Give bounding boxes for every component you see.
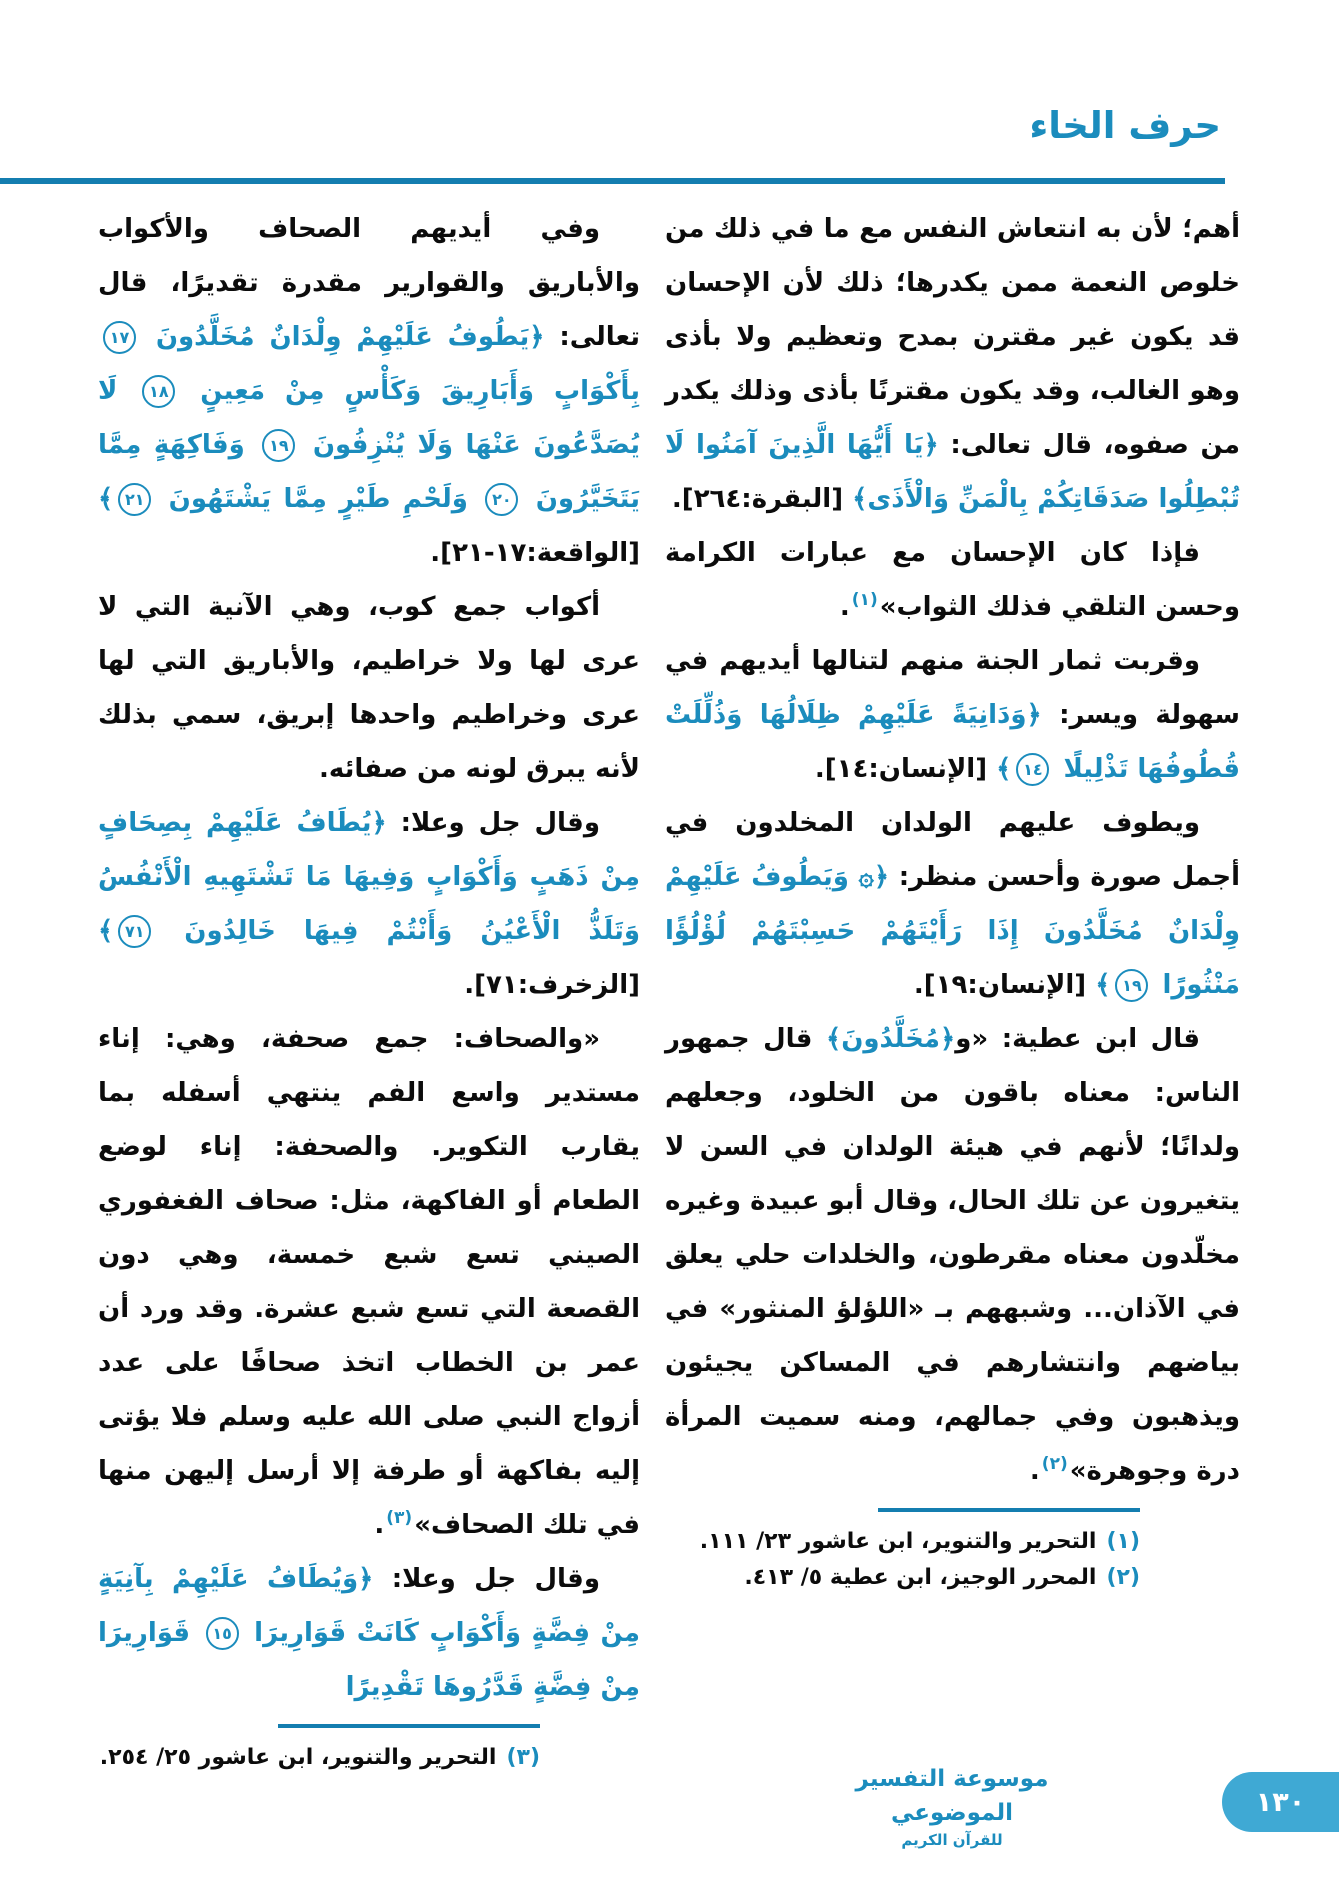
quran-text: ﴿وَدَانِيَةً عَلَيْهِمْ ظِلَالُهَا وَذُلِّلَتْ قُطُوفُهَا تَذْلِيلًا <box>665 700 1240 784</box>
quran-text: ﴿۞ وَيَطُوفُ عَلَيْهِمْ وِلْدَانٌ مُخَلَّدُونَ إِذَا رَأَيْتَهُمْ حَسِبْتَهُمْ لُؤْلُؤًا مَنْثُورًا <box>665 862 1240 1000</box>
ayah-number: ١٧ <box>103 321 136 354</box>
footnote-number: (١) <box>1106 1529 1140 1554</box>
paragraph <box>665 1012 1240 1498</box>
ayah-number: ١٩ <box>262 429 295 462</box>
verse-reference: [الإنسان:١٩]. <box>913 970 1096 1000</box>
verse-reference: [الزخرف:٧١]. <box>464 970 640 1000</box>
body-text: «والصحاف: جمع صحفة، وهي: إناء مستدير واسع الفم ينتهي أسفله بما يقارب التكوير. والصحفة: إناء لوضع الطعام أو الفاكهة، مثل: صحاف الفغفوري الصيني تسع شبع خمسة، وهي دون القصعة التي تسع شبع عشرة. وقد ورد أن عمر بن الخطاب اتخذ صحافًا على عدد أزواج النبي صلى الله عليه وسلم فلا يؤتى إليه بفاكهة أو طرفة إلا أرسل إليهن منها في تلك الصحاف» <box>98 1024 640 1540</box>
ayah-number: ١٩ <box>1115 969 1148 1002</box>
column-right <box>665 202 1240 1596</box>
body-text: فإذا كان الإحسان مع عبارات الكرامة وحسن التلقي فذلك الثواب» <box>665 538 1240 622</box>
body-text: قال ابن عطية: «و <box>955 1024 1200 1054</box>
quran-text: ﴿يَطُوفُ عَلَيْهِمْ وِلْدَانٌ مُخَلَّدُونَ <box>141 322 545 352</box>
footnote-text: المحرر الوجيز، ابن عطية ٥/ ٤١٣. <box>744 1565 1097 1590</box>
paragraph <box>98 1012 640 1552</box>
quran-text: وَفَاكِهَةٍ مِمَّا يَتَخَيَّرُونَ <box>98 430 640 514</box>
column-right-footnotes <box>665 1524 1140 1596</box>
column-left-body <box>98 202 640 1714</box>
column-left-footnote-area <box>98 1724 640 1776</box>
body-text: وقربت ثمار الجنة منهم لتنالها أيديهم في سهولة ويسر: <box>665 646 1240 730</box>
section-title: حرف الخاء <box>1029 104 1221 147</box>
paragraph <box>665 526 1240 634</box>
quran-text: ﴿وَيُطَافُ عَلَيْهِمْ بِآنِيَةٍ مِنْ فِضَّةٍ وَأَكْوَابٍ كَانَتْ قَوَارِيرَا <box>98 1564 641 1648</box>
footnote-separator <box>878 1508 1140 1512</box>
quran-text: وَلَحْمِ طَيْرٍ مِمَّا يَشْتَهُونَ <box>156 484 481 514</box>
publisher-logo-subtitle: للقرآن الكريم <box>901 1831 1003 1849</box>
quran-text: ﴾ <box>1095 970 1111 1000</box>
body-text: . <box>839 592 850 622</box>
footnote-marker: (٣) <box>386 1508 413 1529</box>
verse-reference: [الإنسان:١٤]. <box>814 754 997 784</box>
page-number-badge <box>1222 1772 1339 1832</box>
quran-text: ﴾ <box>996 754 1012 784</box>
verse-reference: [البقرة:٢٦٤]. <box>671 484 853 514</box>
body-text: . <box>374 1510 385 1540</box>
column-left <box>98 202 640 1776</box>
footnote-marker: (١) <box>851 590 878 611</box>
body-text: وقال جل وعلا: <box>373 1564 600 1594</box>
paragraph <box>665 202 1240 526</box>
ayah-number: ١٥ <box>206 1617 239 1650</box>
footnote-marker: (٢) <box>1041 1454 1068 1475</box>
ayah-number: ٧١ <box>118 915 151 948</box>
ayah-number: ٢٠ <box>485 483 518 516</box>
paragraph <box>665 796 1240 1012</box>
quran-text: بِأَكْوَابٍ وَأَبَارِيقَ وَكَأْسٍ مِنْ مَعِينٍ <box>180 376 640 406</box>
publisher-logo-title: موسوعة التفسير الموضوعي <box>855 1766 1049 1826</box>
quran-text: قَوَارِيرَا مِنْ فِضَّةٍ قَدَّرُوهَا تَقْدِيرًا <box>98 1618 640 1702</box>
body-text: قال جمهور الناس: معناه باقون من الخلود، وجعلهم ولدانًا؛ لأنهم في هيئة الولدان في السن لا يتغيرون عن تلك الحال، وقال أبو عبيدة وغيره مخلّدون معناه مقرطون، والخلدات حلي يعلق في الآذان... وشبههم بـ «اللؤلؤ المنثور» في بياضهم وانتشارهم في المساكن يجيئون ويذهبون وفي جمالهم، ومنه سميت المرأة درة وجوهرة» <box>665 1024 1240 1486</box>
footnote <box>665 1524 1140 1560</box>
quran-text: ﴿يَا أَيُّهَا الَّذِينَ آمَنُوا لَا تُبْطِلُوا صَدَقَاتِكُمْ بِالْمَنِّ وَالْأَذَى﴾ <box>665 430 1240 514</box>
publisher-logo <box>837 1762 1067 1850</box>
footnote-text: التحرير والتنوير، ابن عاشور ٢٥/ ٢٥٤. <box>99 1745 497 1770</box>
paragraph <box>98 796 640 1012</box>
footnote <box>98 1740 540 1776</box>
footnote-number: (٢) <box>1106 1565 1140 1590</box>
paragraph <box>98 202 640 580</box>
ayah-number: ٢١ <box>118 483 151 516</box>
quran-text: ﴾ <box>98 916 114 946</box>
body-text: وقال جل وعلا: <box>386 808 600 838</box>
footnote <box>665 1560 1140 1596</box>
paragraph <box>665 634 1240 796</box>
footnote-separator <box>278 1724 540 1728</box>
column-right-body <box>665 202 1240 1498</box>
paragraph <box>98 1552 640 1714</box>
footnote-number: (٣) <box>506 1745 540 1770</box>
verse-reference: [الواقعة:١٧-٢١]. <box>430 538 640 568</box>
ayah-number: ١٤ <box>1016 753 1049 786</box>
content-columns <box>98 202 1240 1776</box>
ayah-number: ١٨ <box>142 375 175 408</box>
quran-text: ﴾ <box>98 484 114 514</box>
column-left-footnotes <box>98 1740 540 1776</box>
column-right-footnote-area <box>665 1508 1240 1596</box>
body-text: ويطوف عليهم الولدان المخلدون في أجمل صورة وأحسن منظر: <box>665 808 1240 892</box>
footnote-text: التحرير والتنوير، ابن عاشور ٢٣/ ١١١. <box>699 1529 1097 1554</box>
body-text: أكواب جمع كوب، وهي الآنية التي لا عرى لها ولا خراطيم، والأباريق التي لها عرى وخراطيم واحدها إبريق، سمي بذلك لأنه يبرق لونه من صفائه. <box>98 592 640 784</box>
quran-text: ﴿مُخَلَّدُونَ﴾ <box>825 1024 956 1054</box>
body-text: . <box>1029 1456 1040 1486</box>
body-text: أهم؛ لأن به انتعاش النفس مع ما في ذلك من خلوص النعمة ممن يكدرها؛ ذلك لأن الإحسان قد يكون غير مقترن بمدح وتعظيم ولا بأذى وهو الغالب، وقد يكون مقترنًا بأذى وذلك يكدر من صفوه، قال تعالى: <box>665 214 1241 460</box>
page-number: ١٣٠ <box>1255 1786 1306 1818</box>
header-rule <box>0 178 1225 184</box>
body-text: وفي أيديهم الصحاف والأكواب والأباريق والقوارير مقدرة تقديرًا، قال تعالى: <box>98 214 640 352</box>
quran-text: لَا يُصَدَّعُونَ عَنْهَا وَلَا يُنْزِفُونَ <box>98 376 640 460</box>
quran-text: ﴿يُطَافُ عَلَيْهِمْ بِصِحَافٍ مِنْ ذَهَبٍ وَأَكْوَابٍ وَفِيهَا مَا تَشْتَهِيهِ الْأَنْفُسُ وَتَلَذُّ الْأَعْيُنُ وَأَنْتُمْ فِيهَا خَالِدُونَ <box>98 808 640 946</box>
paragraph <box>98 580 640 796</box>
